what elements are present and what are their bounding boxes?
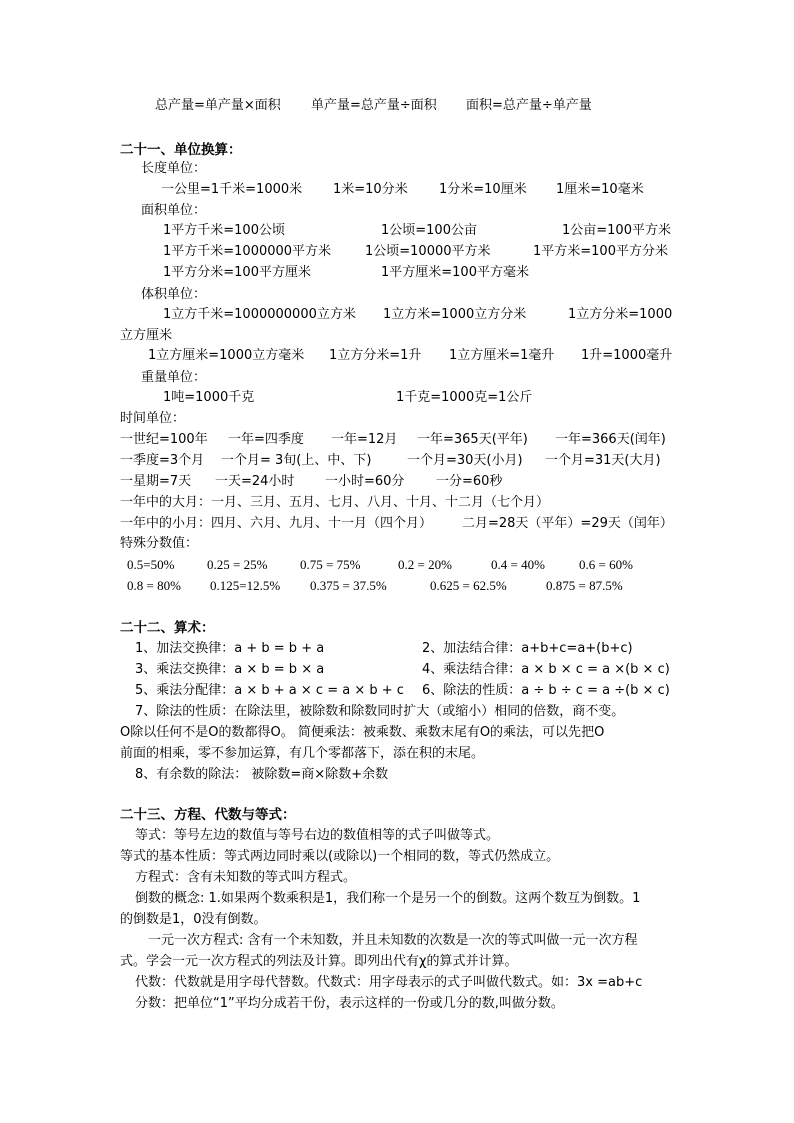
area-unit-label: 面积单位： bbox=[141, 203, 207, 218]
time-item: 一个月=30天(小月) bbox=[407, 453, 523, 468]
law-item: 3、乘法交换律：a × b = b × a bbox=[135, 662, 325, 677]
paragraph-line: 等式的基本性质：等式两边同时乘以(或除以)一个相同的数，等式仍然成立。 bbox=[120, 849, 560, 864]
weight-item: 1千克=1000克=1公斤 bbox=[396, 390, 533, 405]
time-item: 一星期=7天 bbox=[120, 474, 192, 489]
length-item: 一公里=1千米=1000米 bbox=[161, 182, 303, 197]
weight-unit-label: 重量单位： bbox=[141, 370, 207, 385]
formula-area: 面积=总产量÷单产量 bbox=[466, 98, 592, 113]
law-item: 2、加法结合律：a+b+c=a+(b+c) bbox=[422, 641, 633, 656]
time-item: 一世纪=100年 bbox=[120, 432, 208, 447]
volume-item: 1立方厘米=1000立方毫米 bbox=[148, 348, 305, 363]
law-item: 5、乘法分配律：a × b + a × c = a × b + c bbox=[135, 683, 404, 698]
paragraph-line: 一元一次方程式: 含有一个未知数，并且未知数的次数是一次的等式叫做一元一次方程 bbox=[148, 933, 638, 948]
volume-item: 1立方千米=1000000000立方米 bbox=[163, 307, 356, 322]
volume-item: 1立方厘米=1毫升 bbox=[449, 348, 555, 363]
length-item: 1分米=10厘米 bbox=[439, 182, 527, 197]
time-item: 一个月=31天(大月) bbox=[545, 453, 661, 468]
fraction-item: 0.875 = 87.5% bbox=[546, 578, 623, 593]
length-unit-label: 长度单位： bbox=[141, 161, 207, 176]
area-item: 1平方千米=1000000平方米 bbox=[163, 244, 332, 259]
paragraph-line: 分数：把单位“1”平均分成若干份，表示这样的一份或几分的数,叫做分数。 bbox=[135, 996, 564, 1011]
section-22-heading: 二十二、算术： bbox=[120, 620, 215, 636]
fraction-item: 0.125=12.5% bbox=[210, 578, 281, 593]
volume-item: 1立方分米=1升 bbox=[329, 348, 422, 363]
fraction-item: 0.4 = 40% bbox=[491, 557, 545, 572]
special-fraction-label: 特殊分数值： bbox=[120, 536, 199, 551]
volume-item: 1立方米=1000立方分米 bbox=[383, 307, 527, 322]
paragraph-line: 等式：等号左边的数值与等号右边的数值相等的式子叫做等式。 bbox=[135, 828, 500, 843]
section-23-heading: 二十三、方程、代数与等式： bbox=[120, 807, 296, 823]
division-property-paragraph: 前面的相乘，零不参加运算，有几个零都落下，添在积的末尾。 bbox=[120, 746, 485, 761]
big-month-line: 一年中的大月：一月、三月、五月、七月、八月、十月、十二月（七个月） bbox=[120, 495, 550, 510]
small-month-text: 一年中的小月：四月、六月、九月、十一月（四个月） bbox=[120, 516, 433, 531]
remainder-division: 8、有余数的除法： 被除数=商×除数+余数 bbox=[135, 767, 389, 782]
february-text: 二月=28天（平年）=29天（闰年） bbox=[462, 516, 673, 531]
fraction-item: 0.6 = 60% bbox=[579, 557, 633, 572]
time-item: 一年=四季度 bbox=[228, 432, 304, 447]
volume-item: 1立方分米=1000 bbox=[568, 307, 673, 322]
length-item: 1米=10分米 bbox=[333, 182, 408, 197]
volume-item: 1升=1000毫升 bbox=[581, 348, 673, 363]
paragraph-line: 式。学会一元一次方程式的列法及计算。即列出代有χ的算式并计算。 bbox=[120, 954, 518, 969]
formula-total-output: 总产量=单产量×面积 bbox=[155, 98, 281, 113]
fraction-item: 0.625 = 62.5% bbox=[430, 578, 507, 593]
time-item: 一个月= 3旬(上、中、下) bbox=[221, 453, 372, 468]
fraction-item: 0.5=50% bbox=[127, 557, 175, 572]
law-item: 6、除法的性质：a ÷ b ÷ c = a ÷(b × c) bbox=[422, 683, 670, 698]
fraction-item: 0.2 = 20% bbox=[398, 557, 452, 572]
area-item: 1平方米=100平方分米 bbox=[533, 244, 668, 259]
area-item: 1平方分米=100平方厘米 bbox=[163, 265, 311, 280]
formula-unit-output: 单产量=总产量÷面积 bbox=[311, 98, 437, 113]
paragraph-line: 的倒数是1，0没有倒数。 bbox=[120, 912, 267, 927]
time-item: 一年=365天(平年) bbox=[417, 432, 528, 447]
law-item: 1、加法交换律：a + b = b + a bbox=[135, 641, 325, 656]
volume-unit-label: 体积单位： bbox=[141, 287, 207, 302]
time-item: 一小时=60分 bbox=[325, 474, 405, 489]
law-item: 4、乘法结合律：a × b × c = a ×(b × c) bbox=[422, 662, 670, 677]
section-21-heading: 二十一、单位换算： bbox=[120, 142, 242, 158]
fraction-item: 0.75 = 75% bbox=[300, 557, 361, 572]
area-item: 1平方厘米=100平方毫米 bbox=[381, 265, 529, 280]
time-item: 一分=60秒 bbox=[436, 474, 503, 489]
fraction-item: 0.375 = 37.5% bbox=[310, 578, 387, 593]
division-property-paragraph: 7、除法的性质：在除法里，被除数和除数同时扩大（或缩小）相同的倍数，商不变。 bbox=[135, 704, 625, 719]
length-item: 1厘米=10毫米 bbox=[556, 182, 644, 197]
paragraph-line: 方程式：含有未知数的等式叫方程式。 bbox=[135, 870, 357, 885]
fraction-item: 0.8 = 80% bbox=[127, 578, 181, 593]
fraction-item: 0.25 = 25% bbox=[207, 557, 268, 572]
paragraph-line: 倒数的概念: 1.如果两个数乘积是1，我们称一个是另一个的倒数。这两个数互为倒数。1 bbox=[135, 891, 641, 906]
area-item: 1公顷=10000平方米 bbox=[365, 244, 491, 259]
area-item: 1公顷=100公亩 bbox=[381, 223, 477, 238]
time-item: 一天=24小时 bbox=[215, 474, 295, 489]
time-unit-label: 时间单位： bbox=[120, 411, 186, 426]
time-item: 一年=366天(闰年) bbox=[555, 432, 666, 447]
area-item: 1公亩=100平方米 bbox=[562, 223, 671, 238]
time-item: 一季度=3个月 bbox=[120, 453, 205, 468]
volume-row-continuation: 立方厘米 bbox=[120, 328, 173, 343]
division-property-paragraph: O除以任何不是O的数都得O。 简便乘法：被乘数、乘数末尾有O的乘法，可以先把O bbox=[120, 725, 605, 740]
weight-item: 1吨=1000千克 bbox=[163, 390, 255, 405]
paragraph-line: 代数：代数就是用字母代替数。代数式：用字母表示的式子叫做代数式。如：3x =ab+c bbox=[135, 975, 643, 990]
time-item: 一年=12月 bbox=[331, 432, 398, 447]
area-item: 1平方千米=100公顷 bbox=[163, 223, 285, 238]
